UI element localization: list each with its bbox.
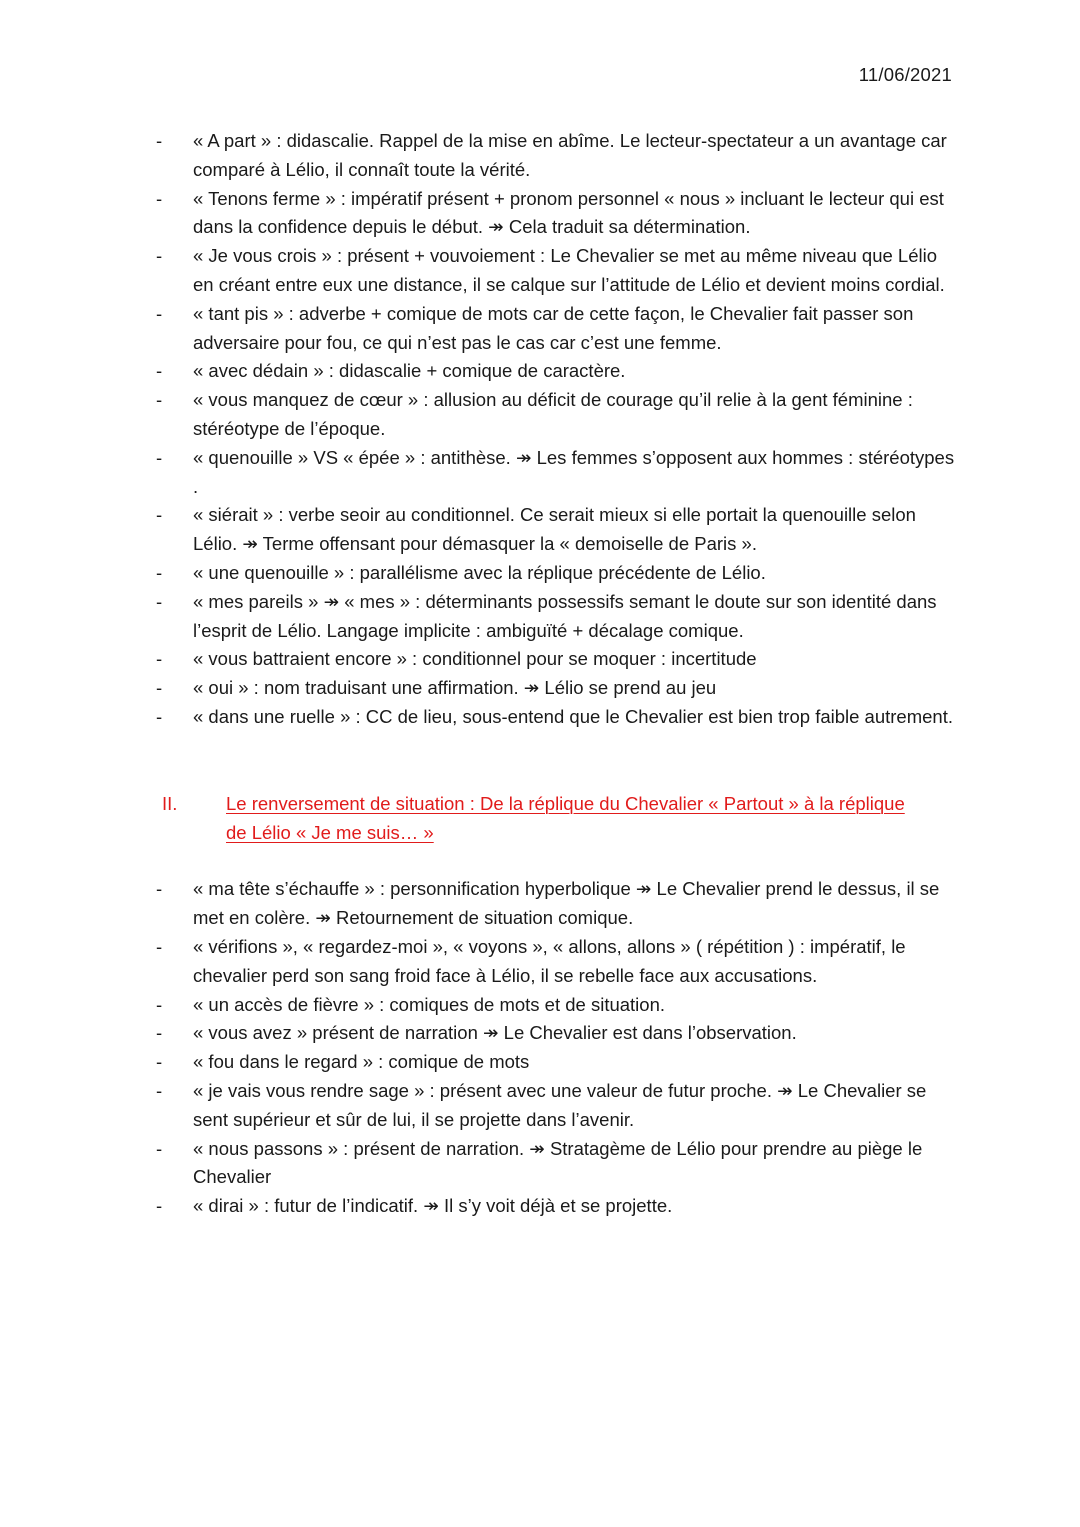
list-item: - « dirai » : futur de l’indicatif. ↠ Il s’y voit déjà et se projette. xyxy=(150,1192,960,1221)
list-item: - « une quenouille » : parallélisme avec la réplique précédente de Lélio. xyxy=(150,559,960,588)
bullet-group-2 xyxy=(150,357,960,559)
list-item: - « oui » : nom traduisant une affirmation. ↠ Lélio se prend au jeu xyxy=(150,674,960,703)
document-body xyxy=(150,127,960,1221)
bullet-group-1 xyxy=(150,127,960,357)
list-item: - « A part » : didascalie. Rappel de la mise en abîme. Le lecteur-spectateur a un avantage car comparé à Lélio, il connaît toute la vérité. xyxy=(150,127,960,185)
page-date: 11/06/2021 xyxy=(858,64,952,85)
list-item: - « vous manquez de cœur » : allusion au déficit de courage qu’il relie à la gent féminine : stéréotype de l’époque. xyxy=(150,386,960,444)
list-item: - « vous avez » présent de narration ↠ Le Chevalier est dans l’observation. xyxy=(150,1019,960,1048)
list-item: - « vérifions », « regardez-moi », « voyons », « allons, allons » ( répétition ) : impératif, le chevalier perd son sang froid face à Lélio, il se rebelle face aux accusations. xyxy=(150,933,960,991)
section-heading xyxy=(150,790,960,848)
list-item: - « je vais vous rendre sage » : présent avec une valeur de futur proche. ↠ Le Chevalier se sent supérieur et sûr de lui, il se projette dans l’avenir. xyxy=(150,1077,960,1135)
section-number: II. xyxy=(162,792,178,814)
list-item: - « un accès de fièvre » : comiques de mots et de situation. xyxy=(150,991,960,1020)
list-item: - « mes pareils » ↠ « mes » : déterminants possessifs semant le doute sur son identité dans l’esprit de Lélio. Langage implicite : ambiguïté + décalage comique. xyxy=(150,588,960,646)
list-item: - « vous battraient encore » : conditionnel pour se moquer : incertitude xyxy=(150,645,960,674)
bullet-group-5 xyxy=(150,1135,960,1221)
list-item: - « nous passons » : présent de narration. ↠ Stratagème de Lélio pour prendre au piège le Chevalier xyxy=(150,1135,960,1193)
section-title: Le renversement de situation : De la réplique du Chevalier « Partout » à la réplique de Lélio « Je me suis… » xyxy=(226,792,905,843)
list-item: - « ma tête s’échauffe » : personnification hyperbolique ↠ Le Chevalier prend le dessus, il se met en colère. ↠ Retournement de situation comique. xyxy=(150,875,960,933)
list-item: - « siérait » : verbe seoir au conditionnel. Ce serait mieux si elle portait la quenouille selon Lélio. ↠ Terme offensant pour démasquer la « demoiselle de Paris ». xyxy=(150,501,960,559)
list-item: - « avec dédain » : didascalie + comique de caractère. xyxy=(150,357,960,386)
list-item: - « Je vous crois » : présent + vouvoiement : Le Chevalier se met au même niveau que Lélio en créant entre eux une distance, il se calque sur l’attitude de Lélio et devient moins cordial. xyxy=(150,242,960,300)
list-item: - « dans une ruelle » : CC de lieu, sous-entend que le Chevalier est bien trop faible autrement. xyxy=(150,703,960,732)
list-item: - « quenouille » VS « épée » : antithèse. ↠ Les femmes s’opposent aux hommes : stéréotypes . xyxy=(150,444,960,502)
list-item: - « Tenons ferme » : impératif présent + pronom personnel « nous » incluant le lecteur qui est dans la confidence depuis le début. ↠ Cela traduit sa détermination. xyxy=(150,185,960,243)
list-item: - « fou dans le regard » : comique de mots xyxy=(150,1048,960,1077)
list-item: - « tant pis » : adverbe + comique de mots car de cette façon, le Chevalier fait passer son adversaire pour fou, ce qui n’est pas le cas car c’est une femme. xyxy=(150,300,960,358)
bullet-group-4 xyxy=(150,875,960,1134)
bullet-group-3 xyxy=(150,559,960,732)
